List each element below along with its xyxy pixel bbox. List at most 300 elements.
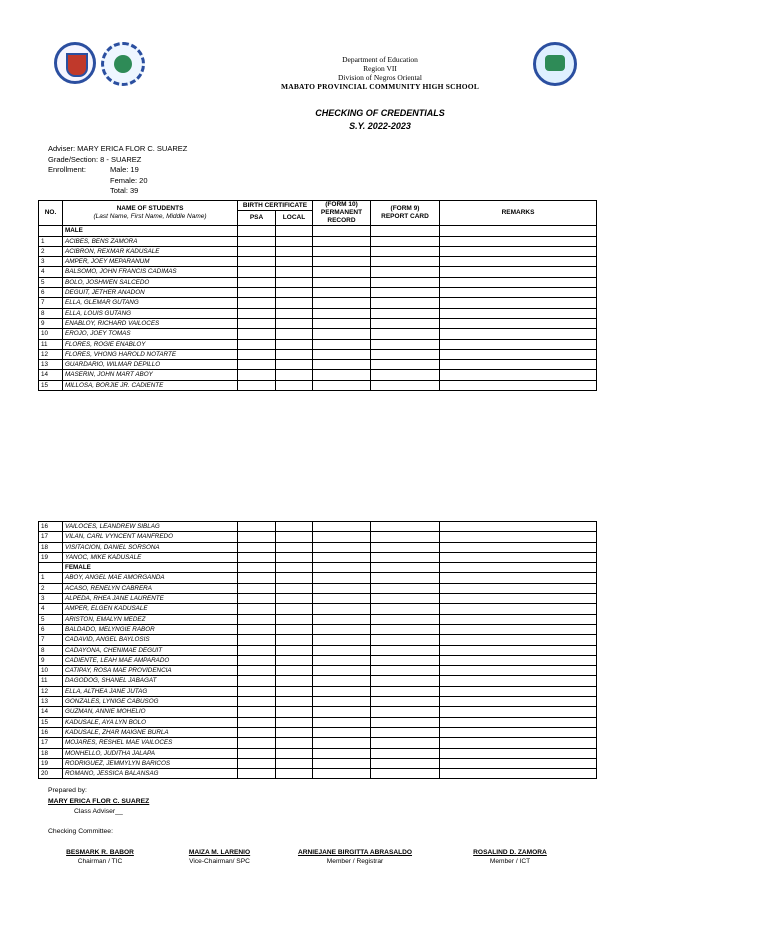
student-name: MONHELLO, JUDITHA JALAPA (63, 748, 238, 758)
psa-cell (238, 758, 276, 768)
student-name: AMPER, ELGEN KADUSALE (63, 604, 238, 614)
student-row (39, 298, 597, 308)
psa-cell (238, 360, 276, 370)
form10-cell (313, 563, 371, 573)
student-name: VAILOCES, LEANDREW SIBLAG (63, 522, 238, 532)
local-cell (276, 532, 313, 542)
local-cell (276, 267, 313, 277)
section-row (39, 563, 597, 573)
local-cell (276, 645, 313, 655)
remarks-cell (440, 380, 597, 390)
psa-cell (238, 226, 276, 236)
psa-cell (238, 267, 276, 277)
enrollment-label: Enrollment: (48, 165, 86, 174)
student-row (39, 288, 597, 298)
student-no: 2 (39, 246, 63, 256)
local-cell (276, 583, 313, 593)
student-name: ACIBRON, REXMAR KADUSALE (63, 246, 238, 256)
psa-cell (238, 583, 276, 593)
form9-cell (371, 532, 440, 542)
student-name: MOJARES, RESHEL MAE VAILOCES (63, 738, 238, 748)
local-cell (276, 277, 313, 287)
signatory-ict (450, 848, 570, 866)
form9-cell (371, 758, 440, 768)
student-row (39, 686, 597, 696)
student-name: YANOC, MIKE KADUSALE (63, 552, 238, 562)
local-cell (276, 624, 313, 634)
local-cell (276, 563, 313, 573)
form9-cell (371, 666, 440, 676)
form10-cell (313, 267, 371, 277)
form10-cell (313, 318, 371, 328)
student-name: CADIENTE, LEAH MAE AMPARADO (63, 655, 238, 665)
student-no: 16 (39, 522, 63, 532)
student-row (39, 758, 597, 768)
signatory-name: ROSALIND D. ZAMORA (473, 849, 547, 856)
form10-cell (313, 329, 371, 339)
psa-cell (238, 738, 276, 748)
student-no: 8 (39, 645, 63, 655)
remarks-cell (440, 614, 597, 624)
student-row (39, 604, 597, 614)
student-name: BALDADO, MELYNGIE RABOR (63, 624, 238, 634)
form10-cell (313, 308, 371, 318)
student-no: 5 (39, 614, 63, 624)
psa-cell (238, 666, 276, 676)
form9-cell (371, 339, 440, 349)
psa-cell (238, 349, 276, 359)
deped-seal-logo (54, 42, 96, 84)
form10-cell (313, 676, 371, 686)
remarks-cell (440, 298, 597, 308)
psa-cell (238, 635, 276, 645)
student-name: DEGUIT, JETHER ANADON (63, 288, 238, 298)
remarks-cell (440, 583, 597, 593)
student-row (39, 707, 597, 717)
remarks-cell (440, 236, 597, 246)
psa-cell (238, 604, 276, 614)
student-no: 14 (39, 370, 63, 380)
student-name: CATIPAY, ROSA MAE PROVIDENCIA (63, 666, 238, 676)
region-name: Region VII (363, 64, 397, 73)
form10-cell (313, 645, 371, 655)
student-no: 1 (39, 573, 63, 583)
student-row (39, 277, 597, 287)
student-row (39, 614, 597, 624)
local-cell (276, 380, 313, 390)
form10-cell (313, 717, 371, 727)
student-row (39, 769, 597, 779)
school-name: MABATO PROVINCIAL COMMUNITY HIGH SCHOOL (280, 82, 480, 91)
letterhead (250, 55, 510, 91)
psa-cell (238, 298, 276, 308)
student-row (39, 676, 597, 686)
psa-cell (238, 655, 276, 665)
form10-cell (313, 277, 371, 287)
form9-cell (371, 380, 440, 390)
student-name: ARISTON, EMALYN MEDEZ (63, 614, 238, 624)
remarks-cell (440, 697, 597, 707)
remarks-cell (440, 318, 597, 328)
form9-cell (371, 563, 440, 573)
remarks-cell (440, 267, 597, 277)
psa-cell (238, 686, 276, 696)
psa-cell (238, 318, 276, 328)
remarks-cell (440, 257, 597, 267)
student-no: 9 (39, 318, 63, 328)
form9-cell (371, 614, 440, 624)
student-row (39, 624, 597, 634)
student-row (39, 573, 597, 583)
local-cell (276, 298, 313, 308)
psa-cell (238, 769, 276, 779)
local-cell (276, 666, 313, 676)
student-no: 6 (39, 288, 63, 298)
psa-cell (238, 563, 276, 573)
student-row (39, 267, 597, 277)
local-cell (276, 246, 313, 256)
signatory-role: Member / Registrar (326, 858, 384, 865)
local-cell (276, 707, 313, 717)
student-row (39, 329, 597, 339)
student-no: 13 (39, 360, 63, 370)
col-form10-sub: PERMANENT RECORD (320, 209, 363, 225)
student-no: 15 (39, 717, 63, 727)
local-cell (276, 257, 313, 267)
class-info (48, 144, 187, 197)
adviser-line: Adviser: MARY ERICA FLOR C. SUAREZ (48, 144, 188, 153)
psa-cell (238, 552, 276, 562)
local-cell (276, 573, 313, 583)
remarks-cell (440, 686, 597, 696)
form10-cell (313, 349, 371, 359)
student-no: 4 (39, 267, 63, 277)
signatory-name: BESMARK R. BABOR (66, 849, 134, 856)
signatory-name: MAIZA M. LARENIO (188, 849, 251, 856)
remarks-cell (440, 573, 597, 583)
local-cell (276, 717, 313, 727)
col-name-title: NAME OF STUDENTS (116, 205, 184, 213)
student-name: GUARDARIO, WILMAR DEPILLO (63, 360, 238, 370)
psa-cell (238, 573, 276, 583)
col-form9-title: (FORM 9) (390, 205, 420, 213)
remarks-cell (440, 666, 597, 676)
remarks-cell (440, 717, 597, 727)
student-row (39, 542, 597, 552)
remarks-cell (440, 563, 597, 573)
grade-section-line: Grade/Section: 8 - SUAREZ (48, 154, 142, 164)
female-count: Female: 20 (110, 175, 148, 185)
local-cell (276, 318, 313, 328)
student-name: MASERIN, JOHN MART ABOY (63, 370, 238, 380)
col-birth-certificate: BIRTH CERTIFICATE (238, 201, 313, 211)
psa-cell (238, 288, 276, 298)
remarks-cell (440, 349, 597, 359)
student-name: ROMANO, JESSICA BALANSAG (63, 769, 238, 779)
student-no: 3 (39, 594, 63, 604)
form10-cell (313, 380, 371, 390)
student-name: MILLOSA, BORJIE JR. CADIENTE (63, 380, 238, 390)
form10-cell (313, 226, 371, 236)
student-no: 9 (39, 655, 63, 665)
student-row (39, 727, 597, 737)
psa-cell (238, 532, 276, 542)
local-cell (276, 697, 313, 707)
student-row (39, 645, 597, 655)
remarks-cell (440, 655, 597, 665)
form9-cell (371, 257, 440, 267)
remarks-cell (440, 769, 597, 779)
form9-cell (371, 236, 440, 246)
form9-cell (371, 370, 440, 380)
form10-cell (313, 236, 371, 246)
remarks-cell (440, 727, 597, 737)
local-cell (276, 614, 313, 624)
student-row (39, 339, 597, 349)
credentials-table-page2 (38, 521, 597, 779)
student-row (39, 738, 597, 748)
remarks-cell (440, 594, 597, 604)
form10-cell (313, 738, 371, 748)
form9-cell (371, 594, 440, 604)
student-row (39, 655, 597, 665)
form10-cell (313, 583, 371, 593)
form9-cell (371, 246, 440, 256)
local-cell (276, 349, 313, 359)
student-no: 2 (39, 583, 63, 593)
student-name: CADAVID, ANGEL BAYLOSIS (63, 635, 238, 645)
remarks-cell (440, 226, 597, 236)
form9-cell (371, 288, 440, 298)
psa-cell (238, 645, 276, 655)
form10-cell (313, 624, 371, 634)
student-no: 20 (39, 769, 63, 779)
form10-cell (313, 246, 371, 256)
student-row (39, 748, 597, 758)
psa-cell (238, 246, 276, 256)
student-no (39, 563, 63, 573)
form9-cell (371, 697, 440, 707)
psa-cell (238, 594, 276, 604)
remarks-cell (440, 542, 597, 552)
form10-cell (313, 573, 371, 583)
form10-cell (313, 594, 371, 604)
form10-cell (313, 697, 371, 707)
signatory-chairman (40, 848, 160, 866)
student-no: 17 (39, 532, 63, 542)
student-no: 6 (39, 624, 63, 634)
remarks-cell (440, 707, 597, 717)
form10-cell (313, 257, 371, 267)
form9-cell (371, 604, 440, 614)
student-name: ACASO, RENELYN CABRERA (63, 583, 238, 593)
student-name: ABOY, ANGEL MAE AMORGANDA (63, 573, 238, 583)
form9-cell (371, 676, 440, 686)
remarks-cell (440, 277, 597, 287)
form9-cell (371, 329, 440, 339)
remarks-cell (440, 308, 597, 318)
student-name: ENABLOY, RICHARD VAILOCES (63, 318, 238, 328)
student-no: 11 (39, 339, 63, 349)
student-row (39, 257, 597, 267)
remarks-cell (440, 635, 597, 645)
male-count: Male: 19 (110, 165, 139, 174)
student-no: 19 (39, 758, 63, 768)
psa-cell (238, 614, 276, 624)
local-cell (276, 360, 313, 370)
section-row (39, 226, 597, 236)
student-no: 18 (39, 748, 63, 758)
signatory-role: Vice-Chairman/ SPC (189, 858, 250, 865)
student-row (39, 318, 597, 328)
col-local: LOCAL (276, 211, 313, 226)
form10-cell (313, 298, 371, 308)
student-name: KADUSALE, AYA LYN BOLO (63, 717, 238, 727)
student-row (39, 697, 597, 707)
student-name: ALPEDA, RHEA JANE LAURENTE (63, 594, 238, 604)
signatory-role: Chairman / TIC (77, 858, 123, 865)
student-no: 16 (39, 727, 63, 737)
form10-cell (313, 532, 371, 542)
student-name: GUZMAN, ANNIE MOHELIO (63, 707, 238, 717)
local-cell (276, 655, 313, 665)
local-cell (276, 226, 313, 236)
form9-cell (371, 349, 440, 359)
student-name: BALSOMO, JOHN FRANCIS CADIMAS (63, 267, 238, 277)
student-no: 13 (39, 697, 63, 707)
form9-cell (371, 645, 440, 655)
psa-cell (238, 339, 276, 349)
local-cell (276, 308, 313, 318)
signatory-registrar (280, 848, 430, 866)
remarks-cell (440, 552, 597, 562)
local-cell (276, 522, 313, 532)
student-no: 11 (39, 676, 63, 686)
form9-cell (371, 717, 440, 727)
col-form9 (371, 201, 440, 226)
form10-cell (313, 748, 371, 758)
form9-cell (371, 635, 440, 645)
form9-cell (371, 573, 440, 583)
student-no: 7 (39, 635, 63, 645)
student-row (39, 380, 597, 390)
student-name: CADAYONA, CHENIMAE DEGUIT (63, 645, 238, 655)
form10-cell (313, 635, 371, 645)
local-cell (276, 748, 313, 758)
psa-cell (238, 707, 276, 717)
form10-cell (313, 604, 371, 614)
local-cell (276, 758, 313, 768)
form9-cell (371, 298, 440, 308)
department-name: Department of Education (342, 55, 418, 64)
psa-cell (238, 697, 276, 707)
form10-cell (313, 552, 371, 562)
form9-cell (371, 277, 440, 287)
signatory-name: ARNIEJANE BIRGITTA ABRASALDO (297, 849, 413, 856)
form9-cell (371, 707, 440, 717)
psa-cell (238, 522, 276, 532)
remarks-cell (440, 645, 597, 655)
col-form9-sub: REPORT CARD (381, 213, 429, 221)
psa-cell (238, 329, 276, 339)
local-cell (276, 542, 313, 552)
student-no: 12 (39, 349, 63, 359)
remarks-cell (440, 360, 597, 370)
psa-cell (238, 727, 276, 737)
form9-cell (371, 686, 440, 696)
remarks-cell (440, 246, 597, 256)
remarks-cell (440, 329, 597, 339)
form10-cell (313, 370, 371, 380)
local-cell (276, 635, 313, 645)
psa-cell (238, 717, 276, 727)
form9-cell (371, 552, 440, 562)
local-cell (276, 604, 313, 614)
psa-cell (238, 257, 276, 267)
form10-cell (313, 614, 371, 624)
form10-cell (313, 707, 371, 717)
remarks-cell (440, 370, 597, 380)
remarks-cell (440, 339, 597, 349)
student-row (39, 308, 597, 318)
signatory-vice-chairman (162, 848, 277, 866)
psa-cell (238, 308, 276, 318)
remarks-cell (440, 522, 597, 532)
student-name: EROJO, JOEY TOMAS (63, 329, 238, 339)
local-cell (276, 738, 313, 748)
col-remarks: REMARKS (440, 201, 597, 226)
form10-cell (313, 758, 371, 768)
form10-cell (313, 542, 371, 552)
student-name: AMPER, JOEY MEPARANUM (63, 257, 238, 267)
form9-cell (371, 267, 440, 277)
document-title: CHECKING OF CREDENTIALS (315, 108, 445, 118)
local-cell (276, 329, 313, 339)
prepared-by-label: Prepared by: (48, 787, 87, 794)
form10-cell (313, 769, 371, 779)
student-row (39, 583, 597, 593)
student-no (39, 226, 63, 236)
form9-cell (371, 655, 440, 665)
section-label: FEMALE (63, 563, 238, 573)
local-cell (276, 552, 313, 562)
remarks-cell (440, 676, 597, 686)
student-row (39, 360, 597, 370)
col-name-sub: (Last Name, First Name, Middle Name) (93, 213, 207, 221)
signatory-role: Member / ICT (489, 858, 531, 865)
psa-cell (238, 624, 276, 634)
form9-cell (371, 226, 440, 236)
form10-cell (313, 727, 371, 737)
local-cell (276, 236, 313, 246)
student-name: FLORES, VHONG HAROLD NOTARTE (63, 349, 238, 359)
form9-cell (371, 542, 440, 552)
student-name: VILAN, CARL VYNCENT MANFREDO (63, 532, 238, 542)
local-cell (276, 676, 313, 686)
col-name (63, 201, 238, 226)
student-no: 19 (39, 552, 63, 562)
remarks-cell (440, 738, 597, 748)
form10-cell (313, 655, 371, 665)
local-cell (276, 686, 313, 696)
form10-cell (313, 339, 371, 349)
student-row (39, 717, 597, 727)
col-form10-title: (FORM 10) (325, 201, 358, 209)
school-seal-logo (533, 42, 577, 86)
student-name: ELLA, LOUIS GUTANG (63, 308, 238, 318)
remarks-cell (440, 532, 597, 542)
form10-cell (313, 522, 371, 532)
